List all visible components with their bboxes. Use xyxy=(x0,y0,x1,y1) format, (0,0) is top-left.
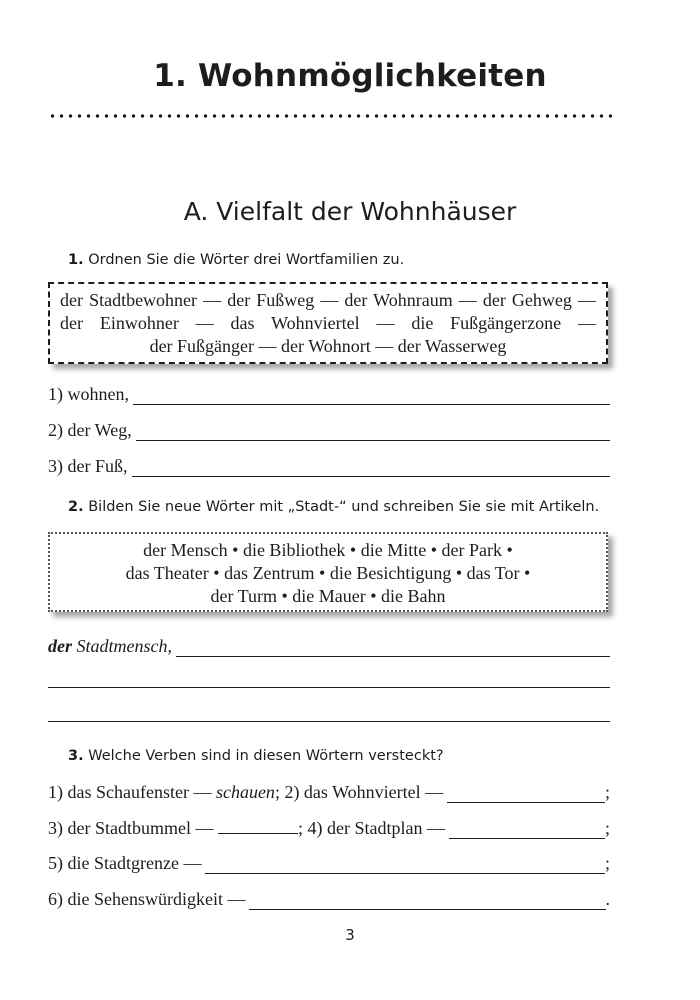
task-1-instruction xyxy=(68,252,404,268)
answer-line[interactable] xyxy=(205,857,605,874)
answer-line[interactable] xyxy=(136,424,610,441)
answer-line[interactable] xyxy=(132,460,611,477)
word-box-1-line-3: der Fußgänger — der Wohnort — der Wasserweg xyxy=(149,336,507,356)
word-box-2-line-1: der Mensch • die Bibliothek • die Mitte • der Park • xyxy=(143,540,513,560)
row-label: 1) wohnen, xyxy=(48,384,129,404)
page-number: 3 xyxy=(345,926,355,944)
task-2-instruction xyxy=(68,499,599,515)
word-box-2-line-3: der Turm • die Mauer • die Bahn xyxy=(210,586,446,606)
row-label: 3) der Stadtbummel — xyxy=(48,818,214,838)
period: . xyxy=(605,889,610,909)
answer-line[interactable] xyxy=(48,686,610,688)
answer-line[interactable] xyxy=(176,640,610,657)
verb-row-1 xyxy=(48,782,610,803)
example-word: Stadtmensch, xyxy=(76,636,172,656)
row-label: 6) die Sehenswürdigkeit — xyxy=(48,889,246,909)
word-box-1 xyxy=(48,282,608,364)
chapter-title: 1. Wohnmöglichkeiten xyxy=(153,58,547,94)
answer-line[interactable] xyxy=(249,893,605,910)
verb-row-4 xyxy=(48,889,610,910)
row-label: ; 2) das Wohnviertel — xyxy=(274,782,444,802)
verb-row-2 xyxy=(48,817,610,839)
word-box-1-line-2: der Einwohner — das Wohnviertel — die Fußgängerzone — xyxy=(60,313,596,333)
task-1-text: Ordnen Sie die Wörter drei Wortfamilien zu. xyxy=(88,252,405,268)
semicolon: ; xyxy=(604,853,610,873)
row-label: ; 4) der Stadtplan — xyxy=(297,818,445,838)
task-1-number: 1. xyxy=(68,252,84,268)
semicolon: ; xyxy=(604,818,610,838)
semicolon: ; xyxy=(604,782,610,802)
row-label: 2) der Weg, xyxy=(48,420,132,440)
row-label: 5) die Stadtgrenze — xyxy=(48,853,202,873)
word-box-2-line-2: das Theater • das Zentrum • die Besichtigung • das Tor • xyxy=(125,563,531,583)
section-title: A. Vielfalt der Wohnhäuser xyxy=(183,197,517,226)
task-3-text: Welche Verben sind in diesen Wörtern versteckt? xyxy=(88,748,444,764)
answer-line[interactable] xyxy=(449,822,605,839)
task-2-number: 2. xyxy=(68,499,84,515)
task-2-text: Bilden Sie neue Wörter mit „Stadt-“ und schreiben Sie sie mit Artikeln. xyxy=(88,499,600,515)
verb-row-3 xyxy=(48,853,610,874)
answer-line[interactable] xyxy=(133,388,610,405)
answer-row-fuss xyxy=(48,456,610,477)
example-article: der xyxy=(48,636,72,656)
answer-line[interactable] xyxy=(48,720,610,722)
word-box-1-line-1: der Stadtbewohner — der Fußweg — der Wohnraum — der Gehweg — xyxy=(60,290,596,310)
example-answer: schauen xyxy=(215,782,275,802)
example-label xyxy=(48,636,172,657)
answer-line[interactable] xyxy=(218,817,298,834)
answer-row-weg xyxy=(48,420,610,441)
example-row xyxy=(48,636,610,657)
task-3-number: 3. xyxy=(68,748,84,764)
answer-row-wohnen xyxy=(48,384,610,405)
row-label: 1) das Schaufenster — xyxy=(48,782,212,802)
row-label: 3) der Fuß, xyxy=(48,456,128,476)
answer-line[interactable] xyxy=(447,786,605,803)
task-3-instruction xyxy=(68,748,444,764)
word-box-2 xyxy=(48,532,608,612)
dotted-divider xyxy=(48,114,612,118)
